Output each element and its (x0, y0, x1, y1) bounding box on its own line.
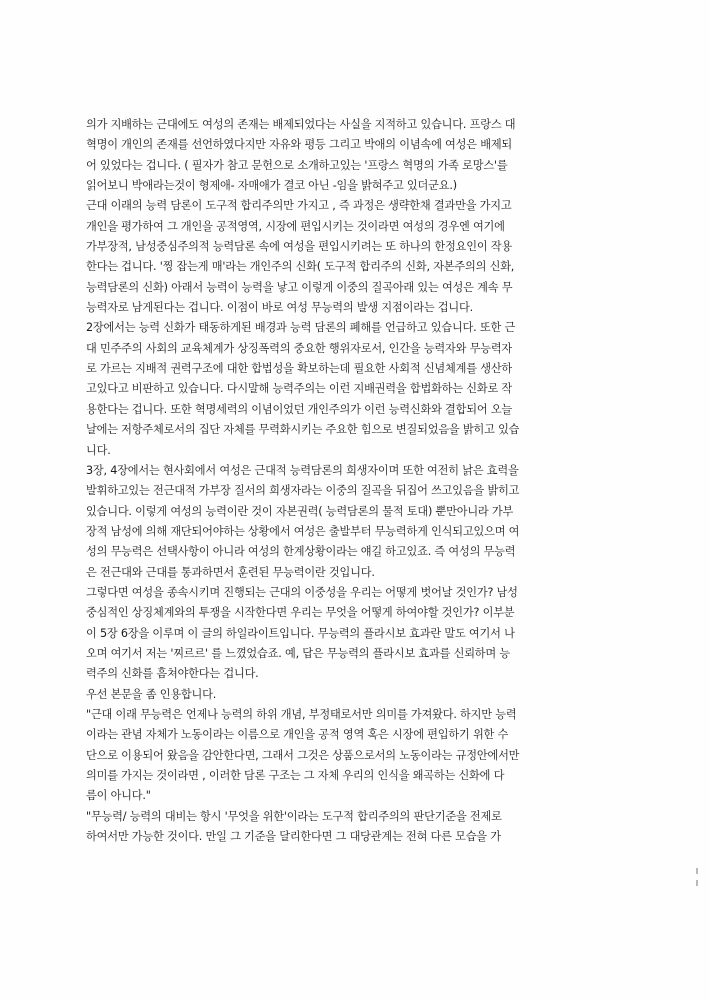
text-line: 니다. (86, 443, 111, 457)
text-line: 로 가르는 지배적 권력구조에 대한 합법성을 확보하는데 필요한 사회적 신념체계를 생산하 (86, 362, 513, 376)
text-line: 3장, 4장에서는 현사회에서 여성은 근대적 능력담론의 희생자이며 또한 여전히 낡은 효력을 (86, 463, 519, 477)
text-line: 능력담론의 신화) 아래서 능력이 능력을 낳고 이렇게 이중의 질곡아래 있는 여성은 계속 무 (86, 280, 513, 294)
text-line: 오며 여기서 저는 '찌르르' 를 느꼈었습죠. 예, 답은 무능력의 플라시보 효과를 신뢰하며 능 (86, 646, 510, 660)
text-line: 름이 아니다." (86, 789, 151, 803)
text-line: 이 5장 6장을 이루며 이 글의 하일라이트입니다. 무능력의 플라시보 효과란 말도 여기서 나 (86, 626, 515, 640)
text-line: 대 민주주의 사회의 교육체계가 상징폭력의 중요한 행위자로서, 인간을 능력자와 무능력자 (86, 341, 513, 355)
text-line: 개인을 평가하여 그 개인을 공적영역, 시장에 편입시키는 것이라면 여성의 경우엔 여기에 (86, 219, 505, 233)
text-line: 한다는 겁니다. '찡 잡는게 매'라는 개인주의 신화( 도구적 합리주의 신화, 자본주의의 신화, (86, 260, 515, 274)
text-line: 단으로 이용되어 왔음을 감안한다면, 그래서 그것은 상품으로서의 노동이라는 규정안에서만 (86, 748, 520, 762)
text-line: 어 있었다는 겁니다. ( 필자가 참고 문헌으로 소개하고있는 '프랑스 혁명의 가족 로망스'를 (86, 158, 508, 172)
text-line: 날에는 저항주체로서의 집단 자체를 무력화시키는 주요한 힘으로 변질되었음을 밝히고 있습 (86, 423, 520, 437)
text-line: 용한다는 겁니다. 또한 혁명세력의 이념이었던 개인주의가 이런 능력신화와 결합되어 오늘 (86, 402, 513, 416)
text-line: 은 전근대와 근대를 통과하면서 훈련된 무능력이란 것입니다. (86, 565, 375, 579)
text-line: 가부장적, 남성중심주의적 능력담론 속에 여성을 편입시키려는 또 하나의 한정요인이 작용 (86, 240, 513, 254)
text-line: 읽어보니 박애라는것이 형제애- 자매애가 결코 아닌 -임을 밝혀주고 있더군요.) (86, 179, 457, 193)
text-line: 이라는 관념 자체가 노동이라는 이름으로 개인을 공적 영역 혹은 시장에 편입하기 위한 수 (86, 728, 509, 742)
text-line: 우선 본문을 좀 인용합니다. (86, 687, 217, 701)
text-line: 하여서만 가능한 것이다. 만일 그 기준을 달리한다면 그 대당관계는 전혀 다른 모습을 가 (86, 830, 501, 844)
body-text (86, 115, 644, 847)
text-line: 의가 지배하는 근대에도 여성의 존재는 배제되었다는 사실을 지적하고 있습니다. 프랑스 대 (86, 118, 516, 131)
text-line: 2장에서는 능력 신화가 태동하게된 배경과 능력 담론의 폐해를 언급하고 있습니다. 또한 근 (86, 321, 516, 335)
text-line: 있습니다. 이렇게 여성의 능력이란 것이 자본권력( 능력담론의 물적 토대) 뿐만아니라 가부 (86, 504, 514, 518)
text-line: 성의 무능력은 선택사항이 아니라 여성의 한계상황이라는 얘길 하고있죠. 즉 여성의 무능력 (86, 545, 516, 559)
text-line: 장적 남성에 의해 재단되어야하는 상황에서 여성은 출발부터 무능력하게 인식되고있으며 여 (86, 524, 520, 538)
scan-edge-mark (696, 880, 698, 886)
scan-edge-mark (696, 868, 698, 874)
text-line: 근대 이래의 능력 담론이 도구적 합리주의만 가지고 , 즉 과정은 생략한채 결과만을 가지고 (86, 199, 512, 213)
text-line: "근대 이래 무능력은 언제나 능력의 하위 개념, 부정태로서만 의미를 가져왔다. 하지만 능력 (86, 707, 517, 721)
text-line: 의미를 가지는 것이라면 , 이러한 담론 구조는 그 자체 우리의 인식을 왜곡하는 신화에 다 (86, 769, 505, 782)
text-line: 발휘하고있는 전근대적 가부장 질서의 희생자라는 이중의 질곡을 뒤집어 쓰고있음을 밝히고 (86, 484, 520, 498)
text-line: 고있다고 비판하고 있습니다. 다시말해 능력주의는 이런 지배권력을 합법화하는 신화로 작 (86, 382, 513, 396)
text-line: 력주의 신화를 흠쳐야한다는 겁니다. (86, 667, 259, 681)
text-line: 능력자로 남게된다는 겁니다. 이점이 바로 여성 무능력의 발생 지점이라는 겁니다. (86, 301, 473, 315)
text-line: 중심적인 상징체계와의 투쟁을 시작한다면 우리는 무엇을 어떻게 하여야할 것인가? 이부분 (86, 606, 515, 620)
text-line: "무능력/ 능력의 대비는 항시 '무엇을 위한'이라는 도구적 합리주의의 판단기준을 전제로 (86, 809, 502, 823)
text-line: 혁명이 개인의 존재를 선언하였다지만 자유와 평등 그리고 박애의 이념속에 여성은 배제되 (86, 138, 513, 152)
text-line: 그렇다면 여성을 종속시키며 진행되는 근대의 이중성을 우리는 어떻게 벗어날 것인가? 남성 (86, 585, 518, 599)
